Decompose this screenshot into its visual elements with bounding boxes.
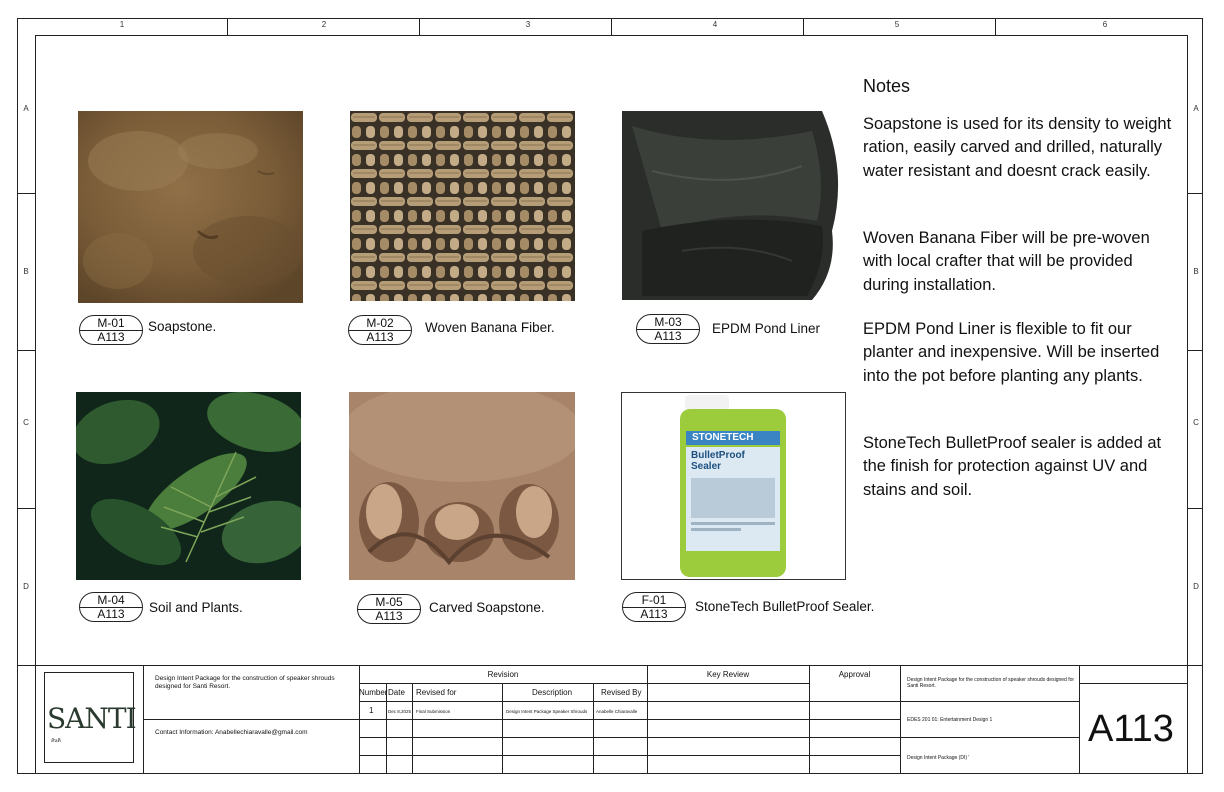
course-name: EDES 201 01: Entertainment Design 1: [907, 717, 993, 723]
note-sealer: StoneTech BulletProof sealer is added at the finish for protection against UV and stains and soil.: [863, 434, 1162, 499]
grid-row-tick: [1187, 193, 1203, 194]
material-tag: [79, 592, 143, 622]
contact-info: Contact Information: Anabellechiaravalle@gmail.com: [155, 729, 308, 736]
product-name-line2: Sealer: [691, 461, 722, 472]
carved-stone-texture: [349, 392, 575, 580]
notes-title: Notes: [863, 76, 911, 96]
material-code: M-05: [375, 595, 403, 609]
approval-header: Approval: [838, 670, 871, 679]
grid-row-tick: [17, 193, 35, 194]
project-description: Design Intent Package for the construction of speaker shrouds designed for Santi Resort.: [907, 677, 1075, 689]
material-code: F-01: [641, 593, 667, 607]
brand-label: STONETECH: [686, 431, 780, 445]
product-label: [686, 447, 780, 551]
grid-row-tick: [1187, 665, 1203, 666]
material-label: StoneTech BulletProof Sealer.: [695, 599, 875, 614]
revision-header: Revision: [487, 670, 519, 679]
soapstone-texture: [78, 111, 303, 303]
material-sheet: A113: [654, 329, 682, 343]
grid-row-label: C: [1193, 418, 1199, 427]
pond-liner-texture: [622, 111, 848, 300]
material-label: Soil and Plants.: [149, 600, 243, 615]
package-description: Design Intent Package for the construction of speaker shrouds designed for Santi Resort.: [155, 675, 335, 690]
note-soapstone: Soapstone is used for its density to weight ration, easily carved and drilled, naturally water resistant and doesnt crack easily.: [863, 115, 1172, 180]
label-photo: [691, 478, 775, 518]
sheet-number: A113: [1088, 708, 1174, 750]
title-block-top-border: [35, 665, 1188, 666]
material-label: EPDM Pond Liner: [712, 321, 821, 336]
material-sheet: A113: [640, 607, 668, 621]
grid-row-label: B: [23, 267, 29, 276]
revision-column-date: Date: [388, 688, 405, 697]
santi-logo: SANTI: [47, 702, 136, 735]
woven-fiber-texture: [350, 111, 575, 301]
material-code: M-01: [97, 316, 125, 330]
note-banana-fiber: Woven Banana Fiber will be pre-woven with local crafter that will be provided during installation.: [863, 229, 1150, 294]
revision-revised-for: Final Submission: [416, 709, 451, 714]
key-review-header: Key Review: [706, 670, 750, 679]
grid-row-tick: [17, 508, 35, 509]
grid-column-tick: [419, 18, 420, 35]
revision-column-description: Description: [532, 688, 573, 697]
plants-texture: [76, 392, 301, 580]
grid-row-tick: [1187, 350, 1203, 351]
grid-row-tick: [17, 350, 35, 351]
material-label: Carved Soapstone.: [429, 600, 545, 615]
grid-column-tick: [803, 18, 804, 35]
grid-column-label: 2: [321, 20, 327, 29]
grid-row-tick: [17, 665, 35, 666]
material-sheet: A113: [375, 609, 403, 623]
grid-row-label: A: [23, 104, 29, 113]
material-code: M-03: [654, 315, 682, 329]
grid-column-label: 1: [119, 20, 125, 29]
material-code: M-04: [97, 593, 125, 607]
material-tag: [79, 315, 143, 345]
material-code: M-02: [366, 316, 394, 330]
sealer-bottle: [621, 392, 846, 580]
material-label: Soapstone.: [148, 319, 217, 334]
revision-number: 1: [369, 706, 374, 715]
package-type: Design Intent Package (DI) ': [907, 755, 970, 761]
grid-column-label: 4: [712, 20, 718, 29]
grid-column-label: 6: [1102, 20, 1108, 29]
material-tag: [348, 315, 412, 345]
material-sheet: A113: [97, 330, 125, 344]
material-sheet: A113: [97, 607, 125, 621]
revision-column-revised-for: Revised for: [416, 688, 457, 697]
grid-column-label: 3: [525, 20, 531, 29]
grid-column-tick: [611, 18, 612, 35]
grid-row-tick: [1187, 508, 1203, 509]
revision-description: Design Intent Package Speaker Shrouds: [506, 709, 588, 714]
grid-row-label: C: [23, 418, 29, 427]
material-tag: [622, 592, 686, 622]
santi-logo-subtext: สันติ: [51, 738, 61, 744]
grid-column-tick: [995, 18, 996, 35]
revision-revised-by: Anabelle Chiaravalle: [596, 709, 638, 714]
product-name-line1: BulletProof: [691, 450, 745, 461]
grid-column-label: 5: [894, 20, 900, 29]
grid-row-label: B: [1193, 267, 1199, 276]
note-pond-liner: EPDM Pond Liner is flexible to fit our planter and inexpensive. Will be inserted into the pot before planting any plants.: [863, 320, 1160, 385]
grid-column-tick: [227, 18, 228, 35]
grid-row-label: A: [1193, 104, 1199, 113]
revision-date: Dec 8,2025: [388, 709, 412, 714]
material-label: Woven Banana Fiber.: [425, 320, 555, 335]
material-sheet: A113: [366, 330, 394, 344]
revision-column-revised-by: Revised By: [601, 688, 642, 697]
grid-row-label: D: [23, 582, 29, 591]
revision-column-number: Number: [359, 688, 388, 697]
grid-row-label: D: [1193, 582, 1199, 591]
material-tag: [636, 314, 700, 344]
material-tag: [357, 594, 421, 624]
